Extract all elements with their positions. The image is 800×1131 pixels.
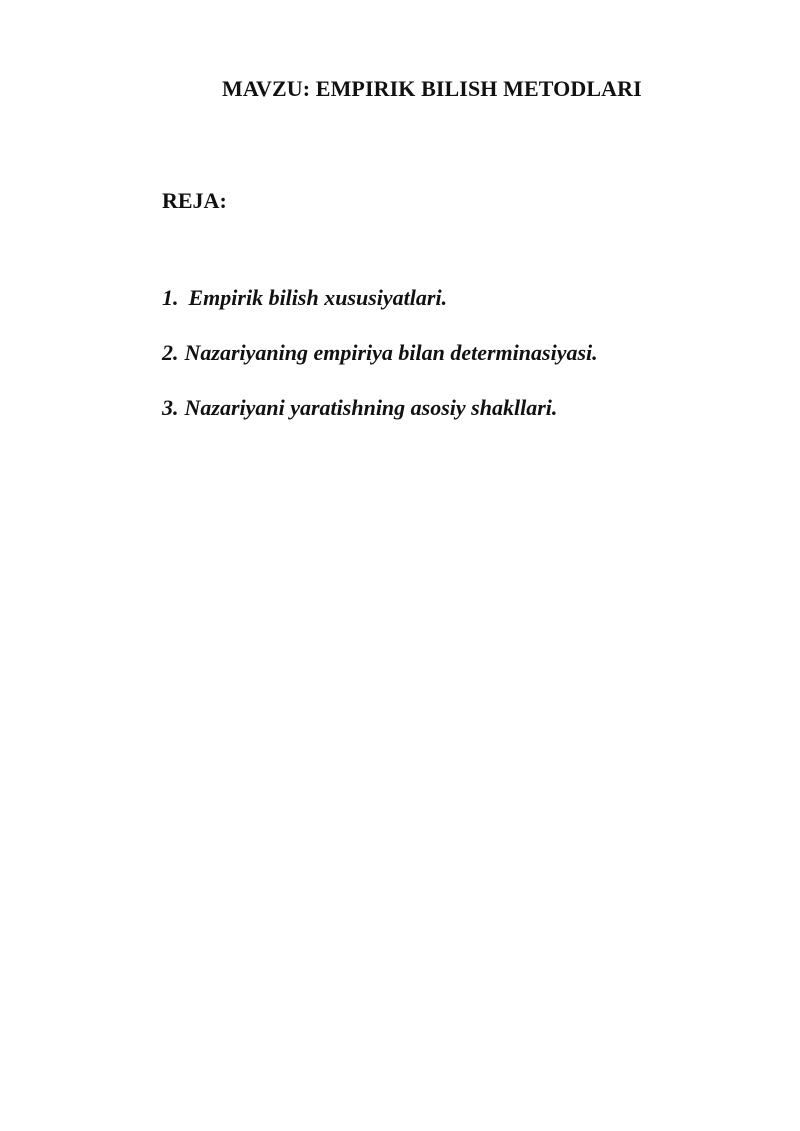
plan-heading: REJA: <box>162 188 227 213</box>
plan-list <box>162 284 598 449</box>
plan-item <box>162 284 598 339</box>
plan-item <box>162 339 598 394</box>
plan-item-text: Nazariyaning empiriya bilan determinasiyasi. <box>184 340 598 365</box>
plan-item-number: 2. <box>162 340 179 365</box>
plan-item-number: 1. <box>162 285 179 310</box>
plan-item-text: Nazariyani yaratishning asosiy shakllari. <box>184 395 558 420</box>
plan-item-text: Empirik bilish xususiyatlari. <box>188 285 448 310</box>
document-title: MAVZU: EMPIRIK BILISH METODLARI <box>222 76 642 101</box>
plan-item <box>162 394 598 449</box>
plan-item-number: 3. <box>162 395 179 420</box>
